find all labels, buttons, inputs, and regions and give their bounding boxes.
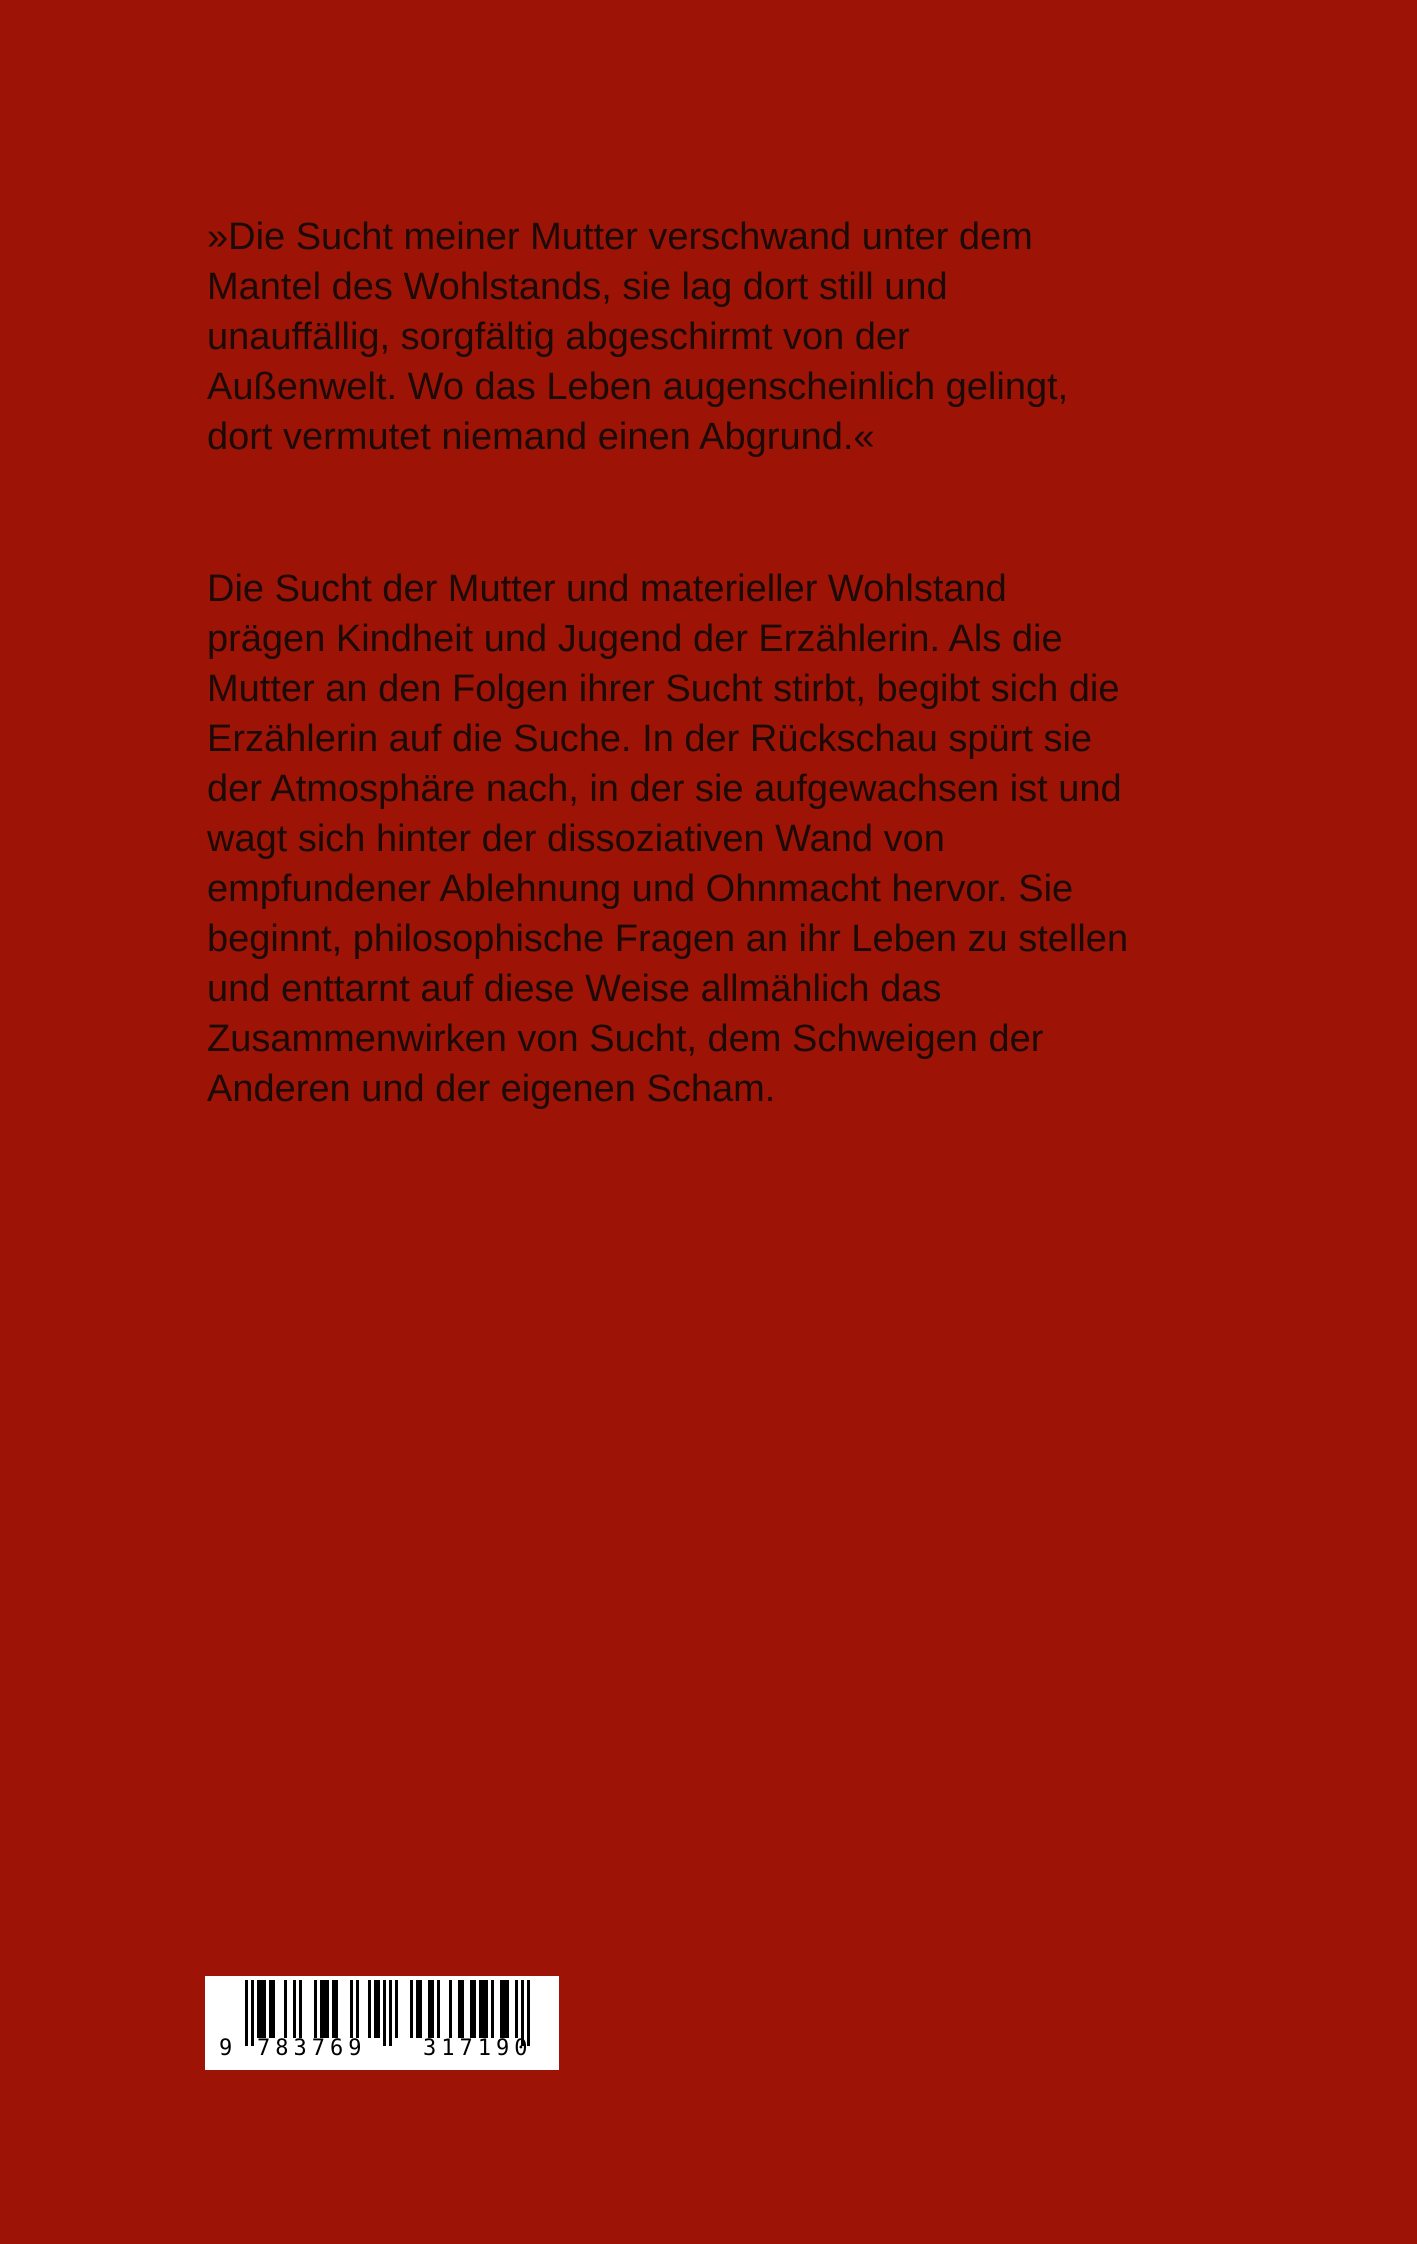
quote-line: dort vermutet niemand einen Abgrund.« [207, 416, 875, 458]
barcode-bar [482, 1980, 485, 2038]
barcode-bar [515, 1980, 518, 2038]
barcode-bar [506, 1980, 509, 2038]
barcode-bar [260, 1980, 263, 2038]
barcode-bar [320, 1980, 323, 2038]
barcode-bar [491, 1980, 494, 2038]
barcode-bar [461, 1980, 464, 2038]
barcode-bar [473, 1980, 476, 2038]
blurb-line: Anderen und der eigenen Scham. [207, 1068, 776, 1110]
barcode-bar [419, 1980, 422, 2038]
barcode-bar [257, 1980, 260, 2038]
blurb-line: und enttarnt auf diese Weise allmählich das [207, 968, 942, 1010]
barcode-bar [326, 1980, 329, 2038]
barcode-left-group: 783769 [257, 2036, 367, 2061]
blurb-line: beginnt, philosophische Fragen an ihr Leben zu stellen [207, 918, 1129, 960]
barcode-bar [479, 1980, 482, 2038]
back-cover-blurb [207, 564, 1267, 1114]
quote-line: Mantel des Wohlstands, sie lag dort still und [207, 266, 948, 308]
barcode-bar [332, 1980, 335, 2038]
barcode-bar [458, 1980, 461, 2038]
barcode-bar [335, 1980, 338, 2038]
barcode-bar [299, 1980, 302, 2038]
blurb-line: wagt sich hinter der dissoziativen Wand von [207, 818, 945, 860]
barcode-bar [485, 1980, 488, 2038]
barcode-bar [314, 1980, 317, 2038]
barcode-bar [437, 1980, 440, 2038]
barcode-bar [395, 1980, 398, 2038]
quote-line: »Die Sucht meiner Mutter verschwand unter dem [207, 216, 1033, 258]
barcode-bar [470, 1980, 473, 2038]
barcode-bar [449, 1980, 452, 2038]
barcode-digits [205, 2036, 559, 2066]
barcode-bar [293, 1980, 296, 2038]
blurb-line: Erzählerin auf die Suche. In der Rückschau spürt sie [207, 718, 1093, 760]
barcode-bar [416, 1980, 419, 2038]
barcode-bar [350, 1980, 353, 2038]
back-cover-quote [207, 212, 1247, 462]
blurb-line: Zusammenwirken von Sucht, dem Schweigen der [207, 1018, 1044, 1060]
barcode-bar [269, 1980, 272, 2038]
blurb-line: Mutter an den Folgen ihrer Sucht stirbt, begibt sich die [207, 668, 1120, 710]
barcode-bar [503, 1980, 506, 2038]
blurb-line: der Atmosphäre nach, in der sie aufgewachsen ist und [207, 768, 1122, 810]
quote-line: Außenwelt. Wo das Leben augenscheinlich gelingt, [207, 366, 1069, 408]
barcode-bar [368, 1980, 371, 2038]
barcode-bar [284, 1980, 287, 2038]
barcode-right-group: 317190 [423, 2036, 533, 2061]
isbn-barcode [205, 1976, 559, 2070]
barcode-bar [323, 1980, 326, 2038]
barcode-bar [431, 1980, 434, 2038]
quote-line: unauffällig, sorgfältig abgeschirmt von der [207, 316, 910, 358]
barcode-bar [428, 1980, 431, 2038]
barcode-bar [377, 1980, 380, 2038]
barcode-bar [374, 1980, 377, 2038]
blurb-line: empfundener Ablehnung und Ohnmacht hervor. Sie [207, 868, 1074, 910]
barcode-bar [356, 1980, 359, 2038]
blurb-line: prägen Kindheit und Jugend der Erzählerin. Als die [207, 618, 1063, 660]
barcode-first-digit: 9 [219, 2036, 238, 2061]
barcode-bar [263, 1980, 266, 2038]
barcode-bar [410, 1980, 413, 2038]
blurb-line: Die Sucht der Mutter und materieller Wohlstand [207, 568, 1007, 610]
barcode-bar [272, 1980, 275, 2038]
barcode-bar [500, 1980, 503, 2038]
